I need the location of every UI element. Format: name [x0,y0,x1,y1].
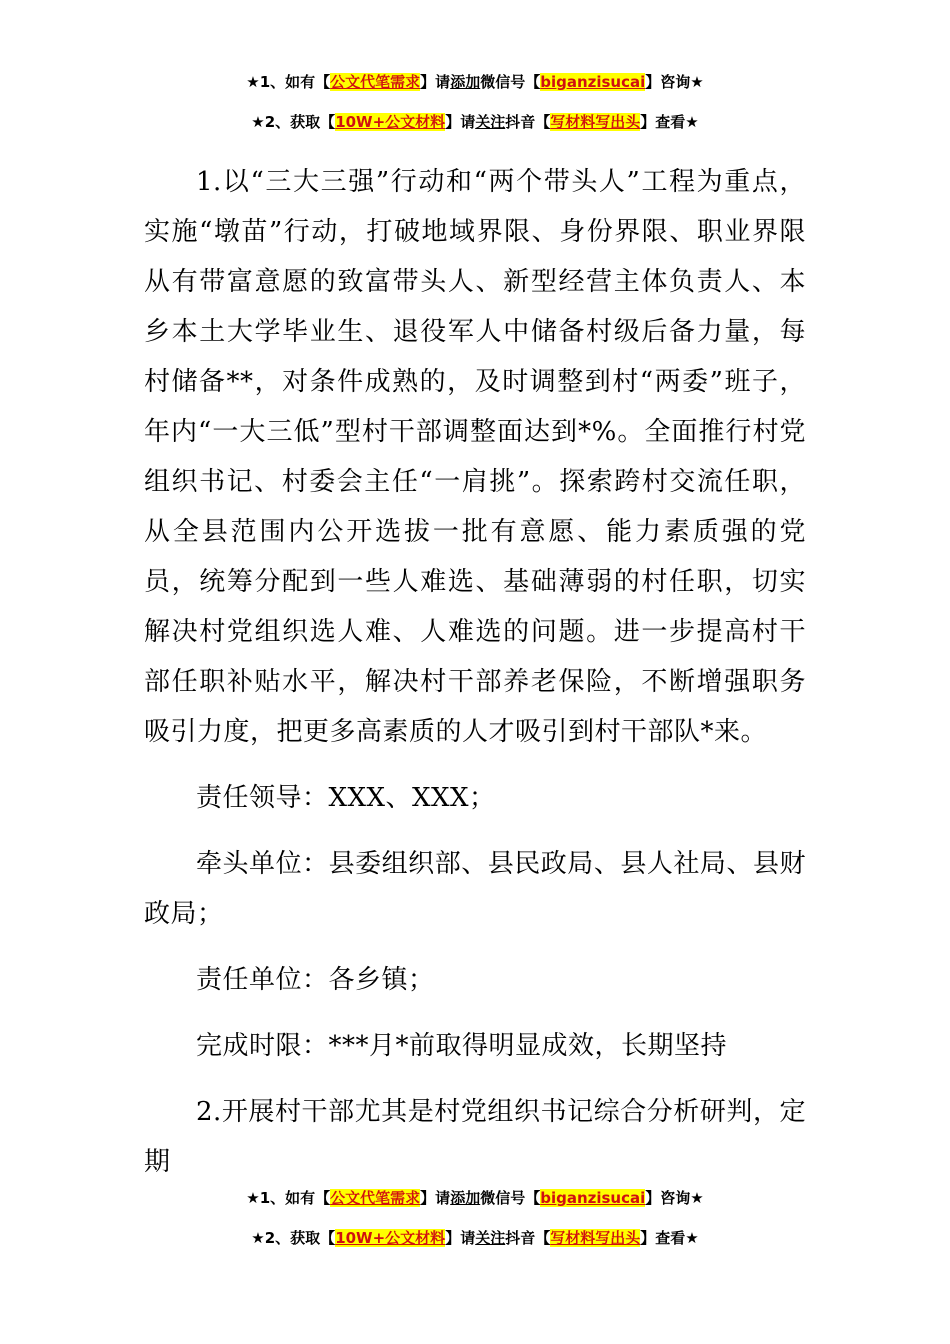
banner-text: ★2、获取【 [251,113,336,131]
banner-text: ★2、获取【 [251,1229,336,1247]
banner-text: 】请 [445,113,476,131]
banner-highlight: 公文代笔需求 [330,73,421,91]
banner-highlight: 10W+公文材料 [335,113,446,131]
banner-highlight: 10W+公文材料 [335,1229,446,1247]
banner-text: 微信号【 [480,1189,541,1207]
paragraph-1: 1.以“三大三强”行动和“两个带头人”工程为重点，实施“墩苗”行动，打破地域界限、身份界限、职业界限从有带富意愿的致富带头人、新型经营主体负责人、本乡本土大学毕业生、退役军人中储备村级后备力量，每村储备**，对条件成熟的，及时调整到村“两委”班子，年内“一大三低”型村干部调整面达到*%。全面推行村党组织书记、村委会主任“一肩挑”。探索跨村交流任职，从全县范围内公开选拔一批有意愿、能力素质强的党员，统筹分配到一些人难选、基础薄弱的村任职，切实解决村党组织选人难、人难选的问题。进一步提高村干部任职补贴水平，解决村干部养老保险，不断增强职务吸引力度，把更多高素质的人才吸引到村干部队*来。 [144,167,806,747]
banner-line-2 [0,110,950,134]
banner-line-2 [0,1226,950,1250]
banner-text: 】请 [420,73,451,91]
douyin-id-highlight: 写材料写出头 [550,1229,641,1247]
banner-line-1 [0,1186,950,1210]
wechat-id-highlight: biganzisucai [540,1189,646,1207]
banner-text: 】咨询★ [645,73,704,91]
lead-unit: 牵头单位：县委组织部、县民政局、县人社局、县财政局； [144,849,806,929]
banner-text: 抖音【 [505,113,551,131]
banner-underline: 关注 [475,113,506,131]
douyin-id-highlight: 写材料写出头 [550,113,641,131]
banner-underline: 关注 [475,1229,506,1247]
banner-text: 】查看★ [640,113,699,131]
banner-underline: 添加 [450,73,481,91]
responsible-unit: 责任单位：各乡镇； [196,965,435,995]
banner-text: ★1、如有【 [246,1189,331,1207]
banner-text: 】查看★ [640,1229,699,1247]
banner-text: ★1、如有【 [246,73,331,91]
banner-underline: 添加 [450,1189,481,1207]
banner-text: 抖音【 [505,1229,551,1247]
wechat-id-highlight: biganzisucai [540,73,646,91]
banner-highlight: 公文代笔需求 [330,1189,421,1207]
document-body [144,157,806,1203]
paragraph-2: 2.开展村干部尤其是村党组织书记综合分析研判，定期 [144,1097,806,1177]
header-banner [0,70,950,150]
banner-text: 】咨询★ [645,1189,704,1207]
footer-banner [0,1186,950,1266]
banner-text: 】请 [420,1189,451,1207]
responsible-leader: 责任领导：XXX、XXX； [196,783,496,813]
banner-text: 微信号【 [480,73,541,91]
deadline: 完成时限：***月*前取得明显成效，长期坚持 [196,1031,728,1061]
banner-line-1 [0,70,950,94]
banner-text: 】请 [445,1229,476,1247]
